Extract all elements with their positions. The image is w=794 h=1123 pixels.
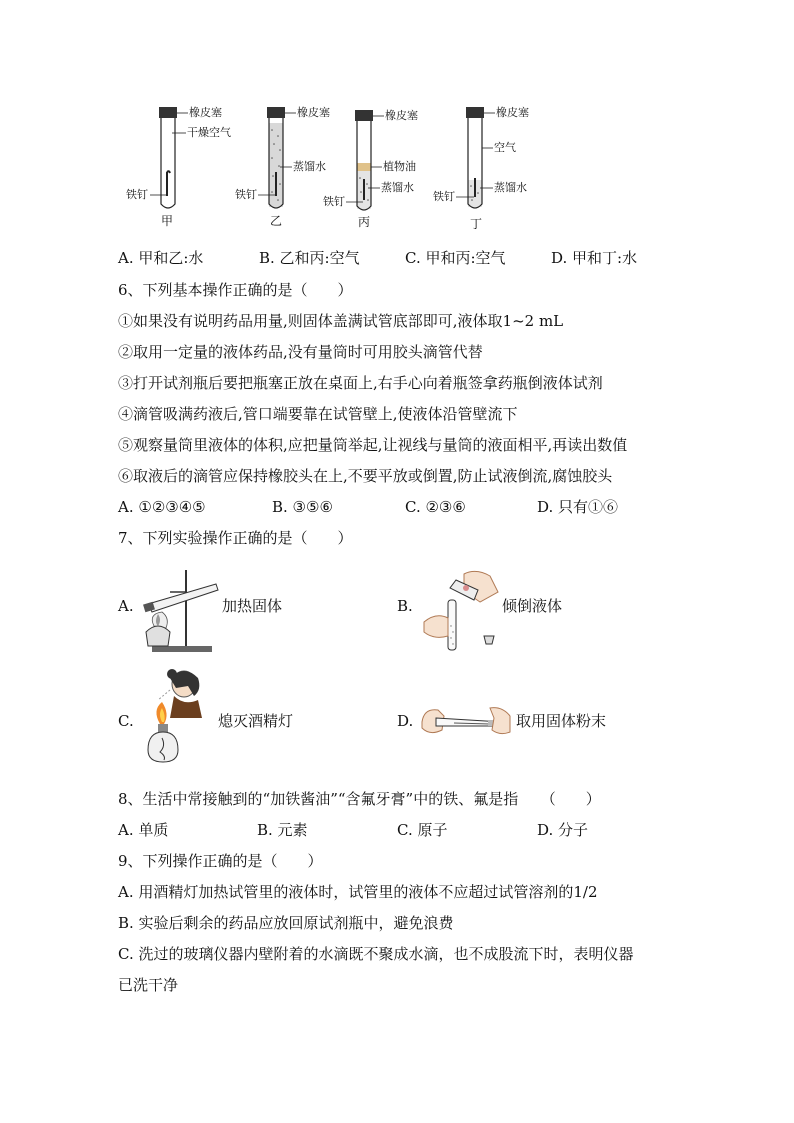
- q7-option-a-caption: 加热固体: [222, 597, 283, 615]
- q5-option-b: B. 乙和丙:空气: [259, 249, 360, 267]
- tube-ding-label-air: 空气: [494, 141, 516, 154]
- q6-statement-5: ⑤观察量筒里液体的体积,应把量筒举起,让视线与量筒的液面相平,再读出数值: [118, 436, 628, 454]
- q5-option-a: A. 甲和乙:水: [118, 249, 204, 267]
- tube-ding-drawing: [456, 107, 495, 208]
- q8-option-d: D. 分子: [537, 821, 589, 839]
- tube-bing-label-water: 蒸馏水: [381, 181, 414, 194]
- tube-jia-label-air: 干燥空气: [187, 126, 231, 139]
- q7-option-c-letter: C.: [118, 712, 134, 730]
- q6-option-d: D. 只有①⑥: [537, 498, 619, 516]
- q7-option-d-caption: 取用固体粉末: [516, 712, 607, 730]
- tube-ding-label-water: 蒸馏水: [494, 181, 527, 194]
- tube-ding-label-nail: 铁钉: [433, 190, 455, 203]
- q8-stem: 8、生活中常接触到的“加铁酱油”“含氟牙膏”中的铁、氟是指 （ ）: [118, 790, 601, 808]
- q6-option-c: C. ②③⑥: [405, 498, 466, 516]
- tube-ding-label-stopper: 橡皮塞: [496, 106, 529, 119]
- q5-option-d: D. 甲和丁:水: [551, 249, 638, 267]
- tube-bing-drawing: [346, 110, 384, 210]
- tube-yi-label-water: 蒸馏水: [293, 160, 326, 173]
- q6-option-a: A. ①②③④⑤: [118, 498, 206, 516]
- tube-jia-label-nail: 铁钉: [126, 188, 148, 201]
- q7-option-a-letter: A.: [118, 597, 134, 615]
- q9-option-b: B. 实验后剩余的药品应放回原试剂瓶中，避免浪费: [118, 914, 454, 932]
- q7-option-b-letter: B.: [397, 597, 413, 615]
- pouring-liquid-illustration: [420, 566, 500, 658]
- tube-jia-caption: 甲: [161, 214, 174, 228]
- q6-stem: 6、下列基本操作正确的是（ ）: [118, 281, 353, 299]
- tube-jia-drawing: [150, 107, 188, 208]
- tube-yi-label-stopper: 橡皮塞: [297, 106, 330, 119]
- q9-option-a: A. 用酒精灯加热试管里的液体时，试管里的液体不应超过试管溶剂的1/2: [118, 883, 598, 901]
- q8-option-b: B. 元素: [257, 821, 308, 839]
- heating-solid-illustration: [140, 566, 220, 656]
- q8-option-c: C. 原子: [397, 821, 448, 839]
- q7-option-b-caption: 倾倒液体: [502, 597, 563, 615]
- tube-bing-caption: 丙: [358, 215, 371, 229]
- tube-yi-drawing: [258, 107, 296, 208]
- tube-ding-caption: 丁: [470, 217, 483, 231]
- tube-bing-label-nail: 铁钉: [323, 195, 345, 208]
- q6-statement-6: ⑥取液后的滴管应保持橡胶头在上,不要平放或倒置,防止试液倒流,腐蚀胶头: [118, 467, 613, 485]
- q9-stem: 9、下列操作正确的是（ ）: [118, 852, 323, 870]
- q8-option-a: A. 单质: [118, 821, 169, 839]
- q6-statement-2: ②取用一定量的液体药品,没有量筒时可用胶头滴管代替: [118, 343, 483, 361]
- q5-option-c: C. 甲和丙:空气: [405, 249, 506, 267]
- powder-illustration: [420, 702, 512, 742]
- q9-option-c-line1: C. 洗过的玻璃仪器内壁附着的水滴既不聚成水滴，也不成股流下时，表明仪器: [118, 945, 634, 963]
- q6-statement-1: ①如果没有说明药品用量,则固体盖满试管底部即可,液体取1~2 mL: [118, 312, 564, 330]
- tube-bing-label-stopper: 橡皮塞: [385, 109, 418, 122]
- tube-bing-label-oil: 植物油: [383, 160, 416, 173]
- tube-jia-label-stopper: 橡皮塞: [189, 106, 222, 119]
- q6-option-b: B. ③⑤⑥: [272, 498, 333, 516]
- q6-statement-4: ④滴管吸满药液后,管口端要靠在试管壁上,使液体沿管壁流下: [118, 405, 518, 423]
- tube-yi-caption: 乙: [270, 214, 283, 228]
- q7-option-d-letter: D.: [397, 712, 414, 730]
- q6-statement-3: ③打开试剂瓶后要把瓶塞正放在桌面上,右手心向着瓶签拿药瓶倒液体试剂: [118, 374, 603, 392]
- extinguishing-lamp-illustration: [144, 666, 216, 772]
- q9-option-c-line2: 已洗干净: [118, 976, 179, 994]
- q7-option-c-caption: 熄灭酒精灯: [218, 712, 294, 730]
- q7-stem: 7、下列实验操作正确的是（ ）: [118, 529, 353, 547]
- tube-yi-label-nail: 铁钉: [235, 188, 257, 201]
